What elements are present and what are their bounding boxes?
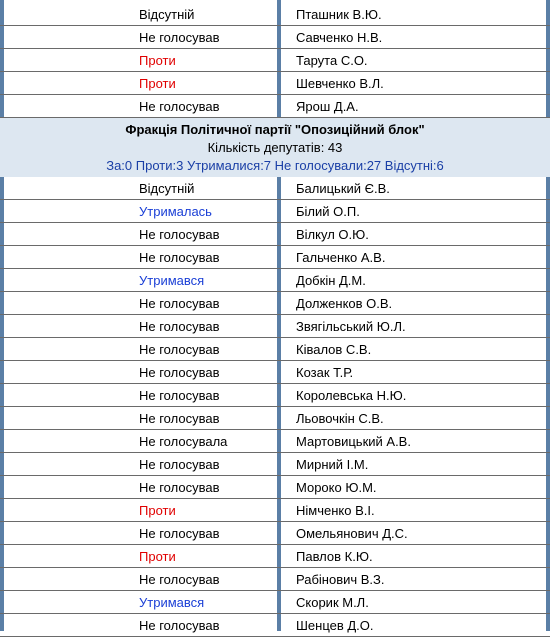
table-row bbox=[0, 591, 550, 614]
vote-result: Не голосував bbox=[139, 250, 220, 265]
table-row bbox=[0, 545, 550, 568]
deputy-name: Тарута С.О. bbox=[296, 53, 368, 68]
deputy-name: Пташник В.Ю. bbox=[296, 7, 382, 22]
deputy-name: Шевченко В.Л. bbox=[296, 76, 384, 91]
table-row bbox=[0, 361, 550, 384]
vote-result: Не голосував bbox=[139, 411, 220, 426]
vote-result: Не голосувала bbox=[139, 434, 228, 449]
vote-result: Не голосував bbox=[139, 572, 220, 587]
deputy-name: Добкін Д.М. bbox=[296, 273, 366, 288]
deputy-name: Шенцев Д.О. bbox=[296, 618, 374, 633]
vote-result: Не голосував bbox=[139, 319, 220, 334]
vote-result: Не голосував bbox=[139, 457, 220, 472]
vote-result: Не голосував bbox=[139, 388, 220, 403]
deputy-name: Звягільський Ю.Л. bbox=[296, 319, 406, 334]
vote-result: Утримався bbox=[139, 595, 205, 610]
deputy-name: Гальченко А.В. bbox=[296, 250, 386, 265]
vote-result: Не голосував bbox=[139, 480, 220, 495]
deputy-name: Рабінович В.З. bbox=[296, 572, 385, 587]
table-row bbox=[0, 453, 550, 476]
deputy-name: Савченко Н.В. bbox=[296, 30, 383, 45]
table-row bbox=[0, 476, 550, 499]
deputy-name: Німченко В.І. bbox=[296, 503, 375, 518]
deputy-name: Павлов К.Ю. bbox=[296, 549, 373, 564]
table-row bbox=[0, 95, 550, 118]
table-row bbox=[0, 384, 550, 407]
vote-result: Не голосував bbox=[139, 30, 220, 45]
table-row bbox=[0, 522, 550, 545]
table-row bbox=[0, 568, 550, 591]
deputy-name: Вілкул О.Ю. bbox=[296, 227, 369, 242]
vote-result: Відсутній bbox=[139, 181, 195, 196]
table-row bbox=[0, 292, 550, 315]
vote-result: Проти bbox=[139, 53, 176, 68]
vote-result: Не голосував bbox=[139, 526, 220, 541]
deputy-name: Омельянович Д.С. bbox=[296, 526, 408, 541]
vote-result: Утримався bbox=[139, 273, 205, 288]
deputy-name: Ківалов С.В. bbox=[296, 342, 372, 357]
vote-result: Не голосував bbox=[139, 342, 220, 357]
table-row bbox=[0, 430, 550, 453]
table-row bbox=[0, 338, 550, 361]
table-row bbox=[0, 3, 550, 26]
deputy-name: Долженков О.В. bbox=[296, 296, 393, 311]
vote-result: Не голосував bbox=[139, 365, 220, 380]
deputy-name: Білий О.П. bbox=[296, 204, 360, 219]
vote-result: Не голосував bbox=[139, 99, 220, 114]
table-row bbox=[0, 315, 550, 338]
faction-title: Фракція Політичної партії "Опозиційний блок" bbox=[125, 122, 425, 137]
deputy-name: Козак Т.Р. bbox=[296, 365, 354, 380]
deputy-name: Льовочкін С.В. bbox=[296, 411, 384, 426]
deputy-name: Мартовицький А.В. bbox=[296, 434, 411, 449]
table-row bbox=[0, 49, 550, 72]
table-row bbox=[0, 26, 550, 49]
faction-deputy-count: Кількість депутатів: 43 bbox=[207, 140, 343, 155]
vote-result: Не голосував bbox=[139, 618, 220, 633]
vote-result: Не голосував bbox=[139, 296, 220, 311]
vote-result: Проти bbox=[139, 549, 176, 564]
table-row bbox=[0, 200, 550, 223]
table-row bbox=[0, 499, 550, 522]
deputy-name: Ярош Д.А. bbox=[296, 99, 359, 114]
deputy-name: Мирний І.М. bbox=[296, 457, 369, 472]
faction-header bbox=[0, 118, 550, 177]
deputy-name: Королевська Н.Ю. bbox=[296, 388, 407, 403]
deputy-name: Балицький Є.В. bbox=[296, 181, 390, 196]
vote-result: Не голосував bbox=[139, 227, 220, 242]
deputy-name: Мороко Ю.М. bbox=[296, 480, 377, 495]
vote-result: Проти bbox=[139, 76, 176, 91]
vote-result: Проти bbox=[139, 503, 176, 518]
table-row bbox=[0, 223, 550, 246]
vote-result: Відсутній bbox=[139, 7, 195, 22]
table-row bbox=[0, 269, 550, 292]
deputy-name: Скорик М.Л. bbox=[296, 595, 369, 610]
faction-vote-summary: За:0 Проти:3 Утрималися:7 Не голосували:27 Відсутні:6 bbox=[106, 158, 444, 173]
table-row bbox=[0, 614, 550, 637]
table-row bbox=[0, 72, 550, 95]
vote-result: Утрималась bbox=[139, 204, 212, 219]
table-row bbox=[0, 246, 550, 269]
table-row bbox=[0, 177, 550, 200]
table-row bbox=[0, 407, 550, 430]
